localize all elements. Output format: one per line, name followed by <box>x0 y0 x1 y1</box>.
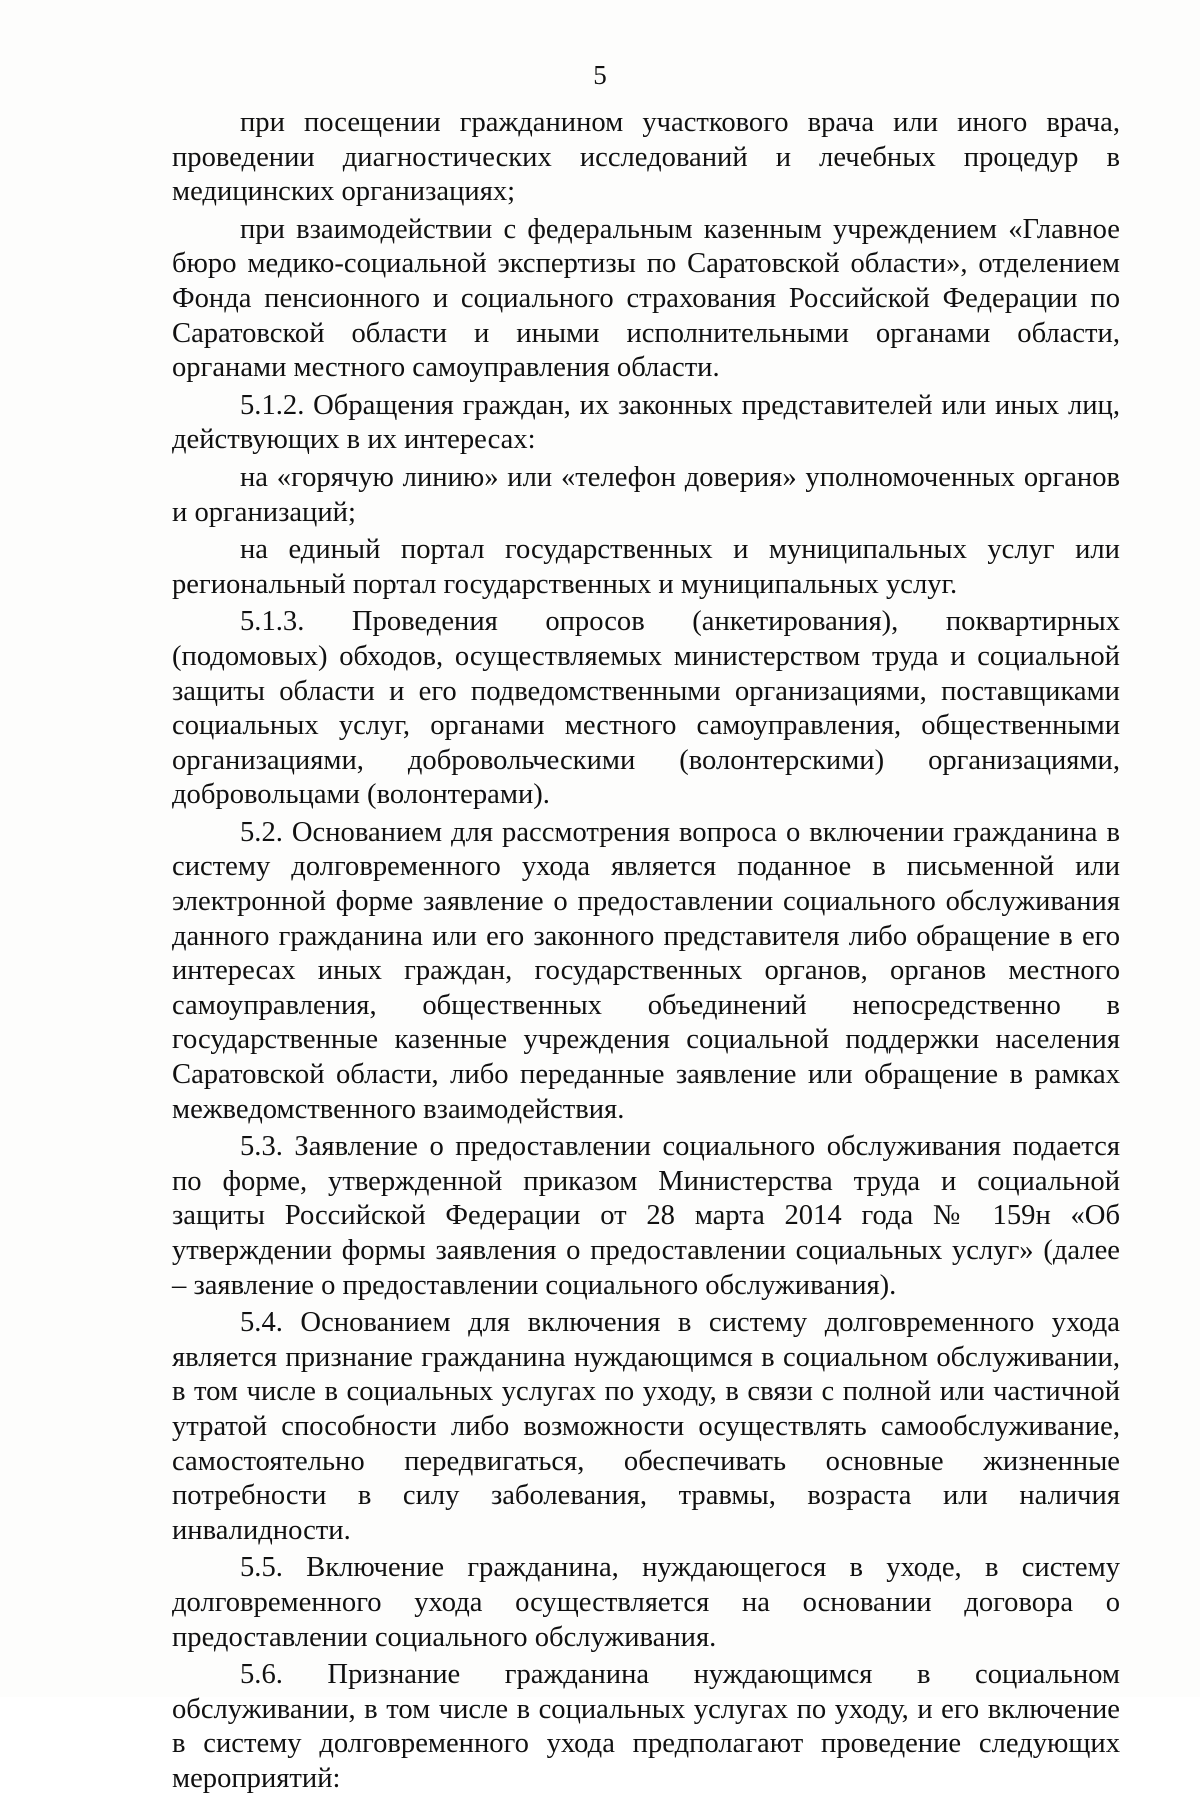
paragraph: 5.5. Включение гражданина, нуждающегося в уходе, в систему долговременного ухода осуществляется на основании договора о предоставлении социального обслуживания. <box>172 1552 1120 1653</box>
page-number: 5 <box>593 60 607 90</box>
paragraph: 5.3. Заявление о предоставлении социального обслуживания подается по форме, утвержденной приказом Министерства труда и социальной защиты Российской Федерации от 28 марта 2014 года № 159н «Об утверждении формы заявления о предоставлении социальных услуг» (далее – заявление о предоставлении социального обслуживания). <box>172 1131 1120 1301</box>
paragraph: при посещении гражданином участкового врача или иного врача, проведении диагностических исследований и лечебных процедур в медицинских организациях; <box>172 107 1120 208</box>
paragraph: 5.4. Основанием для включения в систему долговременного ухода является признание гражданина нуждающимся в социальном обслуживании, в том числе в социальных услугах по уходу, в связи с полной или частичной утратой способности либо возможности осуществлять самообслуживание, самостоятельно передвигаться, обеспечивать основные жизненные потребности в силу заболевания, травмы, возраста или наличия инвалидности. <box>172 1307 1120 1546</box>
paragraph: 5.6. Признание гражданина нуждающимся в социальном обслуживании, в том числе в социальных услугах по уходу, и его включение в систему долговременного ухода предполагают проведение следующих мероприятий: <box>172 1659 1120 1794</box>
paragraph: на «горячую линию» или «телефон доверия» уполномоченных органов и организаций; <box>172 461 1120 528</box>
document-body <box>172 106 1120 1797</box>
paragraph: при взаимодействии с федеральным казенным учреждением «Главное бюро медико-социальной экспертизы по Саратовской области», отделением Фонда пенсионного и социального страхования Российской Федерации по Саратовской области и иными исполнительными органами области, органами местного самоуправления области. <box>172 213 1120 384</box>
paragraph: 5.1.3. Проведения опросов (анкетирования), поквартирных (подомовых) обходов, осуществляемых министерством труда и социальной защиты области и его подведомственными организациями, поставщиками социальных услуг, органами местного самоуправления, общественными организациями, добровольческими (волонтерскими) организациями, добровольцами (волонтерами). <box>172 606 1120 811</box>
paragraph: на единый портал государственных и муниципальных услуг или региональный портал государственных и муниципальных услуг. <box>172 534 1120 600</box>
paragraph: 5.2. Основанием для рассмотрения вопроса о включении гражданина в систему долговременного ухода является поданное в письменной или электронной форме заявление о предоставлении социального обслуживания данного гражданина или его законного представителя либо обращение в его интересах иных граждан, государственных органов, органов местного самоуправления, общественных объединений непосредственно в государственные казенные учреждения социальной поддержки населения Саратовской области, либо переданные заявление или обращение в рамках межведомственного взаимодействия. <box>172 816 1120 1125</box>
paragraph: 5.1.2. Обращения граждан, их законных представителей или иных лиц, действующих в их интересах: <box>172 389 1120 456</box>
